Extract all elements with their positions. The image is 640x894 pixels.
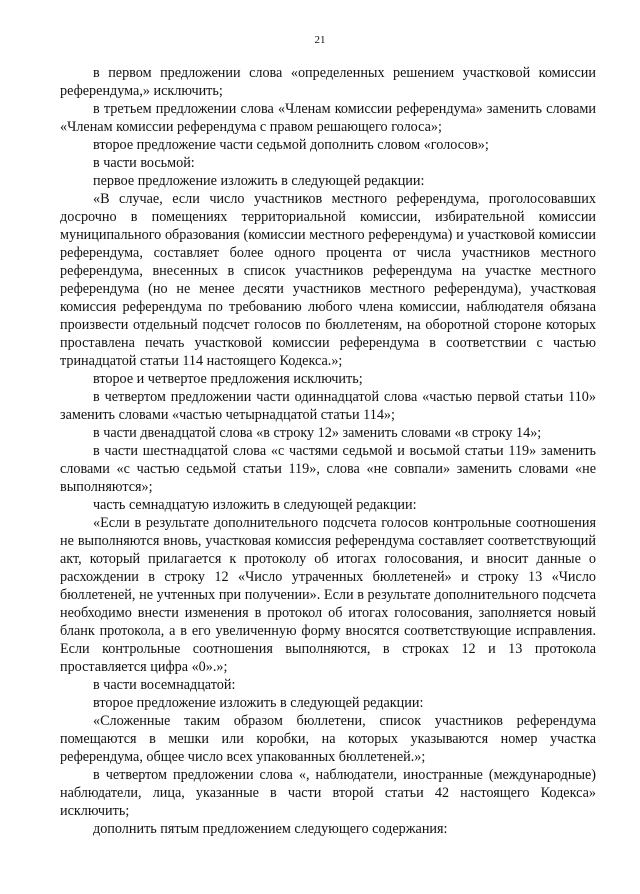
page-number: 21 xyxy=(314,34,326,46)
paragraph: в части двенадцатой слова «в строку 12» заменить словами «в строку 14»; xyxy=(93,425,542,441)
paragraph: в четвертом предложении слова «, наблюдатели, иностранные (международные) наблюдатели, лица, указанные в части второй статьи 42 настоящего Кодекса» исключить; xyxy=(60,767,596,819)
paragraph: второе предложение части седьмой дополнить словом «голосов»; xyxy=(93,137,489,153)
paragraph: в первом предложении слова «определенных решением участковой комиссии референдума,» исключить; xyxy=(60,65,596,99)
paragraph: часть семнадцатую изложить в следующей редакции: xyxy=(93,497,417,513)
paragraph: дополнить пятым предложением следующего содержания: xyxy=(93,821,448,837)
paragraph: «Если в результате дополнительного подсчета голосов контрольные соотношения не выполняются вновь, участковая комиссия референдума составляет соответствующий акт, который прилагается к протоколу об итогах голосования, и вносит данные о расхождении в строку 12 «Число утраченных бюллетеней» и строку 13 «Число бюллетеней, не учтенных при получении». Если в результате дополнительного подсчета необходимо внести изменения в протокол об итогах голосования, заполняется новый бланк протокола, а в его увеличенную форму вносятся соответствующие исправления. Если контрольные соотношения выполняются, в строках 12 и 13 протокола проставляется цифра «0».»; xyxy=(60,515,596,675)
paragraph: в части восьмой: xyxy=(93,155,195,171)
paragraph: в четвертом предложении части одиннадцатой слова «частью первой статьи 110» заменить словами «частью четырнадцатой статьи 114»; xyxy=(60,389,596,423)
paragraph: в третьем предложении слова «Членам комиссии референдума» заменить словами «Членам комиссии референдума с правом решающего голоса»; xyxy=(60,101,596,135)
document-body xyxy=(60,64,596,838)
paragraph: «Сложенные таким образом бюллетени, список участников референдума помещаются в мешки или коробки, на которых указываются номер участка референдума, общее число всех упакованных бюллетеней.»; xyxy=(60,713,596,765)
paragraph: «В случае, если число участников местного референдума, проголосовавших досрочно в помещениях территориальной комиссии, избирательной комиссии муниципального образования (комиссии местного референдума) и участковой комиссии референдума, составляет более одного процента от числа участников местного референдума, внесенных в список участников референдума на участке местного референдума (но не менее десяти участников местного референдума), участковая комиссия референдума по требованию любого члена комиссии, наблюдателя обязана произвести отдельный подсчет голосов по бюллетеням, на оборотной стороне которых проставлена печать участковой комиссии референдума в соответствии с частью тринадцатой статьи 114 настоящего Кодекса.»; xyxy=(60,191,596,369)
paragraph: второе предложение изложить в следующей редакции: xyxy=(93,695,424,711)
paragraph: в части восемнадцатой: xyxy=(93,677,236,693)
paragraph: в части шестнадцатой слова «с частями седьмой и восьмой статьи 119» заменить словами «с частью седьмой статьи 119», слова «не совпали» заменить словами «не выполняются»; xyxy=(60,443,596,495)
paragraph: первое предложение изложить в следующей редакции: xyxy=(93,173,425,189)
paragraph: второе и четвертое предложения исключить; xyxy=(93,371,363,387)
